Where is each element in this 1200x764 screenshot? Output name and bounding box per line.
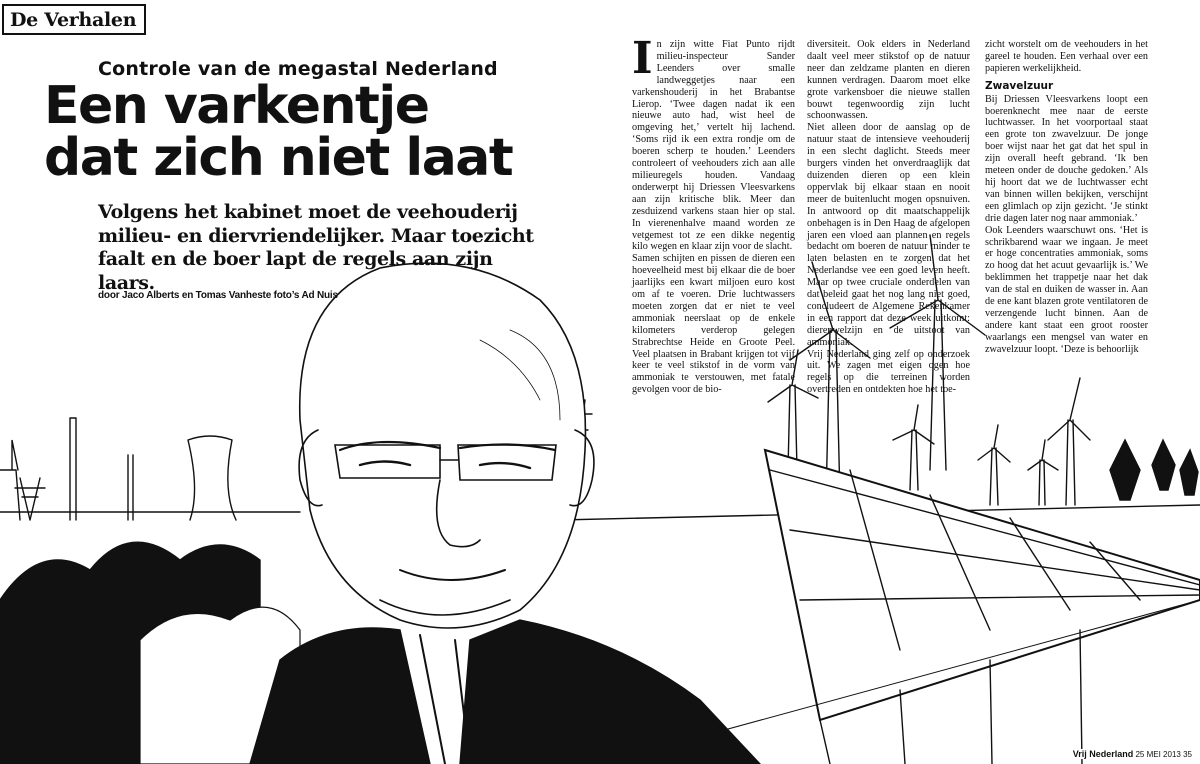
paragraph xyxy=(632,33,795,253)
page-footer xyxy=(1071,749,1194,759)
headline xyxy=(44,76,604,188)
paragraph: Ook Leenders waarschuwt ons. ‘Het is schrikbarend waar we ingaan. Je meet er hoge concentraties ammoniak, soms zo hoog dat het acuut gevaarlijk is.’ We beklimmen het trappetje naar het dak van de stal en duiken de wasser in. Aan de ene kant blazen grote ventilatoren de verzengende lucht binnen. Aan de andere kant staat een groot rooster waarlangs een mengsel van water en zwavelzuur loopt. ‘Deze is behoorlijk xyxy=(985,224,1148,355)
body-column-2 xyxy=(807,39,970,396)
deck-line-1: Volgens het kabinet moet de veehouderij xyxy=(98,201,518,223)
paragraph-text: n zijn witte Fiat Punto rijdt milieu-inspecteur Sander Leenders over smalle landweggetjes naar een varkenshouderij in het Brabantse Lierop. ‘Twee dagen nadat ik een nieuwe auto had, wist heel de omgeving het,’ vertelt hij lachend. ‘Soms rijd ik een extra rondje om de boeren scherp te houden.’ Leenders controleert of veehouders zich aan alle milieuregels houden. Vandaag onderwerpt hij Driessen Vleesvarkens aan zijn kritische blik. Meer dan zesduizend varkens staan hier op stal. In vierenenhalve maand worden ze vetgemest tot ze een dikke negentig kilo wegen en klaar zijn voor de slacht. xyxy=(632,39,795,253)
wind-turbine-5 xyxy=(1048,378,1090,505)
page-number: 35 xyxy=(1183,750,1192,759)
paragraph: Bij Driessen Vleesvarkens loopt een boerenknecht mee naar de eerste luchtwasser. In het voorportaal staat een grote ton zwavelzuur. De jonge boer wijst naar het gat dat het spul in zijn overall heeft gebrand. ‘Ik ben meteen onder de douche gedoken.’ Als hij hoort dat we de luchtwasser echt van binnen willen bekijken, verschijnt een glimlach op zijn gezicht. ‘Je stinkt drie dagen later nog naar ammoniak.’ xyxy=(985,93,1148,224)
subhead: Zwavelzuur xyxy=(985,79,1054,92)
paragraph: diversiteit. Ook elders in Nederland daalt veel meer stikstof op de natuur neer dan zeldzame planten en dieren kunnen verdragen. Daarom moet elke grote varkensboer die nieuwe stallen bouwt tegenwoordig zijn lucht schoonwassen. xyxy=(807,39,970,122)
headline-line-2: dat zich niet laat xyxy=(44,128,513,188)
deck xyxy=(98,201,538,295)
deck-line-2: milieu- en diervriendelijker. Maar toezicht xyxy=(98,224,534,247)
headline-line-1: Een varkentje xyxy=(44,76,429,136)
body-column-3 xyxy=(985,39,1148,356)
deck-line-3: faalt en de boer lapt de regels aan zijn laars. xyxy=(98,248,493,294)
paragraph: Vrij Nederland ging zelf op onderzoek uit. We zagen met eigen ogen hoe regels op die terreinen worden overtreden en ontdekten hoe het toe- xyxy=(807,348,970,396)
byline: door Jaco Alberts en Tomas Vanheste foto’s Ad Nuis xyxy=(98,290,338,301)
dropcap: I xyxy=(632,33,653,84)
body-column-1 xyxy=(632,33,795,396)
issue-date: 25 MEI 2013 xyxy=(1135,750,1181,759)
paragraph: Samen schijten en pissen de dieren een hoeveelheid mest bij elkaar die de boer jaarlijks een kwart miljoen euro kost om af te voeren. Drie luchtwassers moeten zorgen dat er niet te veel ammoniak neerslaat op de enkele kilometers verderop gelegen Strabrechtse Heide en Groote Peel. Veel plaatsen in Brabant krijgen tot vijf keer te veel stikstof in de vorm van ammoniak te verstouwen, met fatale gevolgen voor de bio- xyxy=(632,253,795,396)
wind-turbine-7 xyxy=(1028,440,1058,505)
wind-turbine-6 xyxy=(978,425,1010,505)
paragraph: Niet alleen door de aanslag op de natuur staat de intensieve veehouderij in een slecht daglicht. Steeds meer burgers vinden het onverdraaglijk dat duizenden dieren op een klein oppervlak bij elkaar staan en nooit meer de buitenlucht mogen opsnuiven. In antwoord op dit maatschappelijk onbehagen is in Den Haag de afgelopen jaren een vloed aan plannen en regels bedacht om boeren de natuur minder te laten belasten en te zorgen dat het Nederlandse vee een goed leven heeft. Maar op twee cruciale onderdelen van dat beleid gaat het nog lang niet goed, concludeert de Algemene Rekenkamer in een rapport dat deze week uitkomt: dierenwelzijn en de uitstoot van ammoniak. xyxy=(807,122,970,348)
kicker: Controle van de megastal Nederland xyxy=(98,58,498,80)
portrait xyxy=(299,263,594,628)
section-tag: De Verhalen xyxy=(2,4,146,35)
publication-name: Vrij Nederland xyxy=(1072,749,1134,759)
paragraph: zicht worstelt om de veehouders in het gareel te houden. Een verhaal over een papieren werkelijkheid. xyxy=(985,39,1148,74)
wind-turbine-4 xyxy=(893,405,934,490)
